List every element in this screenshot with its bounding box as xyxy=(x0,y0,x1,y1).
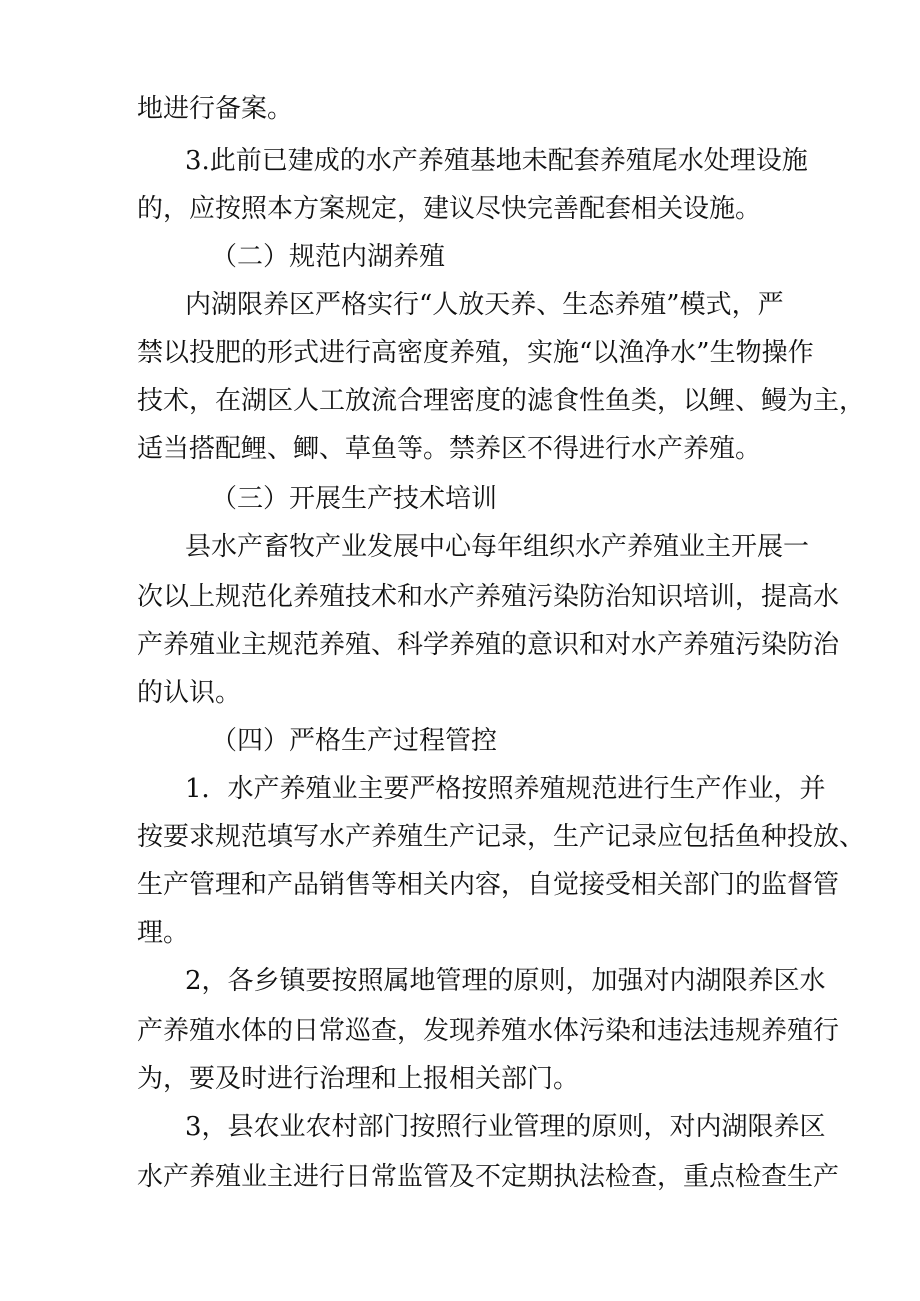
paragraph-line: 按要求规范填写水产养殖生产记录，生产记录应包括鱼种投放、 xyxy=(137,822,866,852)
paragraph-line: 地进行备案。 xyxy=(137,94,294,124)
paragraph-line: 3，县农业农村部门按照行业管理的原则，对内湖限养区 xyxy=(185,1112,826,1142)
paragraph-line: 产养殖业主规范养殖、科学养殖的意识和对水产养殖污染防治 xyxy=(137,630,840,660)
section-heading: （四）严格生产过程管控 xyxy=(211,726,498,756)
section-heading: （二）规范内湖养殖 xyxy=(211,242,446,272)
paragraph-line: 3.此前已建成的水产养殖基地未配套养殖尾水处理设施 xyxy=(185,146,808,176)
paragraph-line: 次以上规范化养殖技术和水产养殖污染防治知识培训，提高水 xyxy=(137,582,840,612)
paragraph-line: 产养殖水体的日常巡查，发现养殖水体污染和违法违规养殖行 xyxy=(137,1016,840,1046)
paragraph-line: 的认识。 xyxy=(137,678,242,708)
paragraph-line: 水产养殖业主进行日常监管及不定期执法检查，重点检查生产 xyxy=(137,1162,840,1192)
paragraph-line: 理。 xyxy=(137,918,190,948)
paragraph-line: 1．水产养殖业主要严格按照养殖规范进行生产作业，并 xyxy=(185,774,826,804)
paragraph-line: 禁以投肥的形式进行高密度养殖，实施“以渔净水”生物操作 xyxy=(137,338,814,368)
paragraph-line: 适当搭配鲤、鲫、草鱼等。禁养区不得进行水产养殖。 xyxy=(137,434,762,464)
paragraph-line: 为，要及时进行治理和上报相关部门。 xyxy=(137,1064,580,1094)
paragraph-line: 的，应按照本方案规定，建议尽快完善配套相关设施。 xyxy=(137,194,762,224)
paragraph-line: 县水产畜牧产业发展中心每年组织水产养殖业主开展一 xyxy=(185,532,810,562)
paragraph-line: 2，各乡镇要按照属地管理的原则，加强对内湖限养区水 xyxy=(185,966,826,996)
paragraph-line: 内湖限养区严格实行“人放天养、生态养殖”模式，严 xyxy=(185,290,784,320)
section-heading: （三）开展生产技术培训 xyxy=(211,484,498,514)
paragraph-line: 生产管理和产品销售等相关内容，自觉接受相关部门的监督管 xyxy=(137,870,840,900)
paragraph-line: 技术，在湖区人工放流合理密度的滤食性鱼类，以鲤、鳗为主， xyxy=(137,386,866,416)
